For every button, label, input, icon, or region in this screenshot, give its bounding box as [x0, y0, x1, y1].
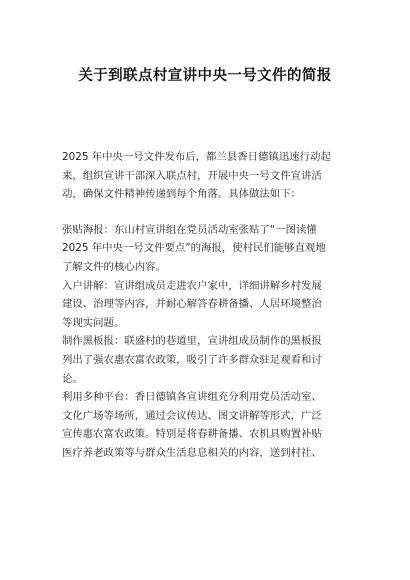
home-visit-paragraph: 入户讲解：宣讲组成员走进农户家中，详细讲解乡村发展 建设、治理等内容，并耐心解答春耕备播、人居环境整治 等现实问题。	[62, 279, 322, 329]
poster-paragraph: 张贴海报：东山村宣讲组在党员活动室张贴了“一图读懂 2025 年中央一号文件要点”的海报，使村民们能够直观地 了解文件的核心内容。	[62, 223, 326, 273]
paragraph-gap	[62, 204, 352, 221]
document-body	[62, 148, 352, 463]
document-title: 关于到联点村宣讲中央一号文件的简报	[78, 68, 332, 84]
blackboard-paragraph: 制作黑板报：联盛村的巷道里，宣讲组成员制作的黑板报 列出了强农惠农富农政策，吸引了许多群众驻足观看和讨 论。	[62, 335, 322, 385]
platforms-paragraph: 利用多种平台：香日德镇各宣讲组充分利用党员活动室、 文化广场等场所，通过会议传达、图文讲解等形式，广泛 宣传惠农富农政策。特别是将春耕备播、农机具购置补贴 医疗养老政策等与群众生活息息相关的内容，送到村社、	[62, 391, 322, 459]
intro-paragraph: 2025 年中央一号文件发布后，都兰县香日德镇迅速行动起 来，组织宣讲干部深入联点村，开展中央一号文件宣讲活 动，确保文件精神传递到每个角落。具体做法如下：	[62, 151, 331, 201]
